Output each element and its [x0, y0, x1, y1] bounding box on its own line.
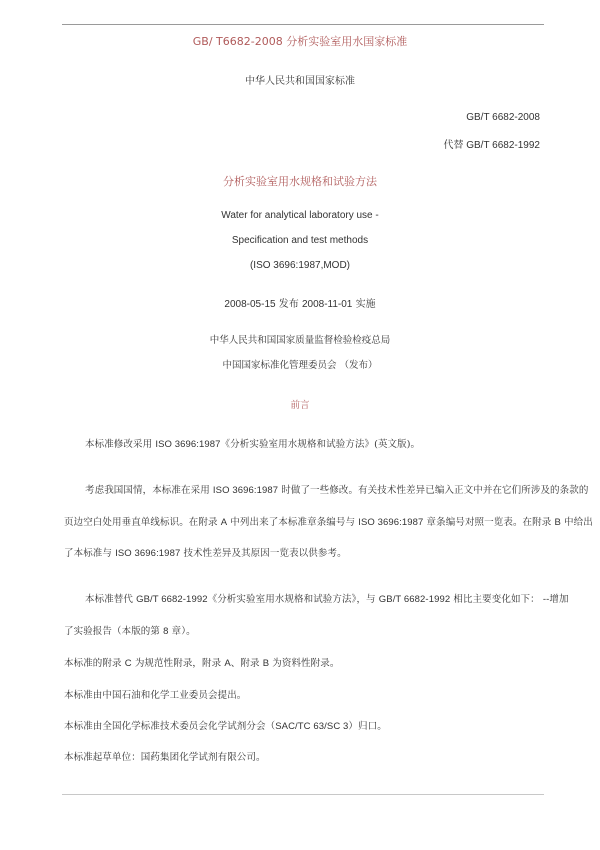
implement-date: 2008-11-01 [301, 299, 353, 310]
document-header-title: GB/ T6682-2008 分析实验室用水国家标准 [192, 35, 408, 48]
foreword-paragraph-5: 本标准由中国石油和化学工业委员会提出。 [64, 690, 247, 701]
dates-line [0, 295, 600, 310]
foreword-paragraph-2-line-3: 了本标准与 ISO 3696:1987 技术性差异及其原因一览表以供参考。 [64, 548, 347, 559]
foreword-paragraph-1: 本标准修改采用 ISO 3696:1987《分析实验室用水规格和试验方法》(英文版)。 [85, 439, 421, 450]
replaces-line [443, 136, 540, 151]
foreword-paragraph-2-line-1: 考虑我国国情，本标准在采用 ISO 3696:1987 时做了一些修改。有关技术性差异已编入正文中并在它们所涉及的条款的 [85, 485, 589, 496]
foreword-paragraph-6: 本标准由全国化学标准技术委员会化学试剂分会（SAC/TC 63/SC 3）归口。 [64, 721, 387, 732]
standard-title-en-line-2: Specification and test methods [231, 235, 369, 246]
replaces-code: GB/T 6682-1992 [466, 140, 540, 151]
standard-code: GB/T 6682-2008 [466, 112, 540, 123]
replaces-label: 代替 [443, 140, 464, 151]
top-divider [62, 24, 544, 25]
issuer-line-1: 中华人民共和国国家质量监督检验检疫总局 [209, 335, 391, 346]
foreword-paragraph-4: 本标准的附录 C 为规范性附录，附录 A、附录 B 为资料性附录。 [64, 658, 340, 669]
foreword-paragraph-7: 本标准起草单位：国药集团化学试剂有限公司。 [64, 752, 266, 763]
foreword-paragraph-3-line-2: 了实验报告（本版的第 8 章）。 [64, 626, 196, 637]
foreword-paragraph-2-line-2: 页边空白处用垂直单线标识。在附录 A 中列出来了本标准章条编号与 ISO 3696:1987 章条编号对照一览表。在附录 B 中给出 [64, 517, 593, 528]
standard-title-en-line-1: Water for analytical laboratory use - [221, 210, 379, 221]
national-standard-label: 中华人民共和国国家标准 [245, 76, 355, 87]
issuer-line-2: 中国国家标准化管理委员会 （发布） [222, 360, 378, 371]
publish-date: 2008-05-15 [224, 299, 276, 310]
foreword-heading: 前言 [290, 400, 310, 411]
publish-label: 发布 [278, 299, 299, 310]
bottom-divider [62, 794, 544, 795]
iso-reference: (ISO 3696:1987,MOD) [249, 260, 351, 271]
implement-label: 实施 [355, 299, 376, 310]
foreword-paragraph-3-line-1: 本标准替代 GB/T 6682-1992《分析实验室用水规格和试验方法》，与 GB/T 6682-1992 相比主要变化如下： --增加 [85, 594, 569, 605]
standard-title-cn: 分析实验室用水规格和试验方法 [223, 175, 377, 188]
